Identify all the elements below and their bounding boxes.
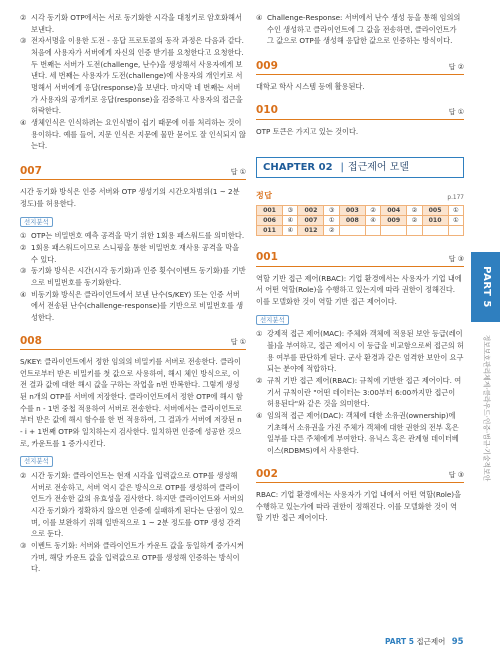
question-cell: 011: [257, 226, 283, 236]
answer-label: 답 ③: [448, 254, 464, 263]
footer-part: PART 5: [385, 637, 414, 646]
explanation-text: 시간 동기화 방식은 인증 서버와 OTP 생성기의 시간오차범위(1 ~ 2분 정도)를 허용한다.: [20, 187, 240, 209]
answer-label: 답 ②: [448, 63, 464, 72]
question-number: 009: [256, 59, 278, 72]
side-running-text: [476, 334, 496, 482]
empty-cell: [381, 226, 407, 236]
question-cell: 012: [298, 226, 324, 236]
empty-cell: [448, 226, 463, 236]
item-number: ④: [256, 13, 263, 22]
question-cell: 008: [339, 216, 365, 226]
item-number: ③: [20, 266, 27, 276]
item-text: 생체인식은 인식하려는 요인식별이 쉽기 때문에 이를 처리하는 것이 용이하다. 예를 들어, 지문 인식은 지문에 물만 묻어도 잘 인식되지 않는다.: [31, 117, 246, 151]
answer-label: 답 ①: [230, 168, 246, 177]
answer-cell: ④: [283, 226, 298, 236]
list-item: [20, 230, 246, 242]
question-cell: 006: [257, 216, 283, 226]
item-text: 비동기화 방식은 클라이언트에서 보낸 난수(S/KEY) 또는 인증 서버에서 전송된 난수(challenge-response)를 기반으로 비밀번호를 생성한다.: [31, 289, 244, 322]
list-item: [20, 12, 246, 35]
answer-cell: ②: [324, 226, 339, 236]
answer-cell: ②: [365, 206, 380, 216]
option-analysis-tag: 선지분석: [256, 315, 289, 326]
item-number: ③: [20, 36, 27, 46]
item-text: 시간 동기화: 클라이언트는 현재 시각을 입력값으로 OTP를 생성해 서버로 전송하고, 서버 역시 같은 방식으로 OTP를 생성하여 클라이언트가 전송한 값의 유효성을 검사한다. 하지만 클라이언트와 서버의 시간 동기화가 정확하지 않으면 인증에 실패하게 된다는 단점이 있으며, 이를 보완하기 위해 일반적으로 1 ~ 2분 정도를 OTP 생성 간격으로 둔다.: [31, 470, 244, 539]
item-text: 1회용 패스워드이므로 스니핑을 통한 비밀번호 재사용 공격을 막을 수 있다.: [31, 242, 240, 264]
item-number: ③: [20, 540, 27, 550]
item-text: 규칙 기반 접근 제어(RBAC): 규칙에 기반한 접근 제어이다. 여기서 규칙이란 "어떤 데이터는 3:00부터 6:00까지만 접근이 허용된다"와 같은 것을 의미한다.: [267, 375, 462, 409]
part-side-tab-label: PART 5: [480, 266, 492, 308]
question-cell: 001: [257, 206, 283, 216]
footer-title: 접근제어: [416, 637, 446, 646]
list-item: [256, 12, 464, 47]
list-item: [20, 242, 246, 265]
explanation-text: 대학교 학사 시스템 등에 활용된다.: [256, 82, 365, 92]
part-side-tab: [471, 252, 500, 322]
item-text: 시각 동기화 OTP에서는 서로 동기화한 시각을 대칭키로 암호화해서 보낸다.: [31, 13, 242, 34]
answer-label: 답 ③: [448, 471, 464, 480]
item-text: 전자서명을 이용한 도전 - 응답 프로토콜의 동작 과정은 다음과 같다. 처음에 사용자가 서버에게 자신의 인증 받기를 요청한다고 요청한다. 두 번째는 서버가 도전(challenge, 난수)을 생성해서 사용자에게 보낸다. 세 번째는 사용자가 도전(challenge)에 사용자의 개인키로 서명해서 서버에게 응답(response)을 보낸다. 마지막 네 번째는 서버가 사용자의 공개키로 응답(response)을 검증하고 사용자의 접근을 허락한다.: [31, 36, 244, 116]
question-number: 007: [20, 164, 42, 177]
question-cell: 010: [422, 216, 448, 226]
item-number: ④: [256, 410, 263, 420]
answer-key-table: [256, 205, 464, 236]
chapter-label: CHAPTER 02: [263, 162, 333, 174]
item-text: 동기화 방식은 시간(시각 동기화)과 인증 횟수(이벤트 동기화)를 기반으로 비밀번호를 동기화한다.: [31, 266, 246, 287]
question-cell: 009: [381, 216, 407, 226]
page-footer: [385, 636, 464, 650]
left-column: [20, 12, 246, 575]
list-item: [256, 410, 464, 457]
item-number: ②: [20, 13, 27, 22]
question-number: 001: [256, 251, 278, 264]
page-reference: p.177: [447, 194, 464, 201]
answer-cell: ③: [324, 206, 339, 216]
right-column: [256, 12, 464, 529]
list-item: [20, 289, 246, 324]
empty-cell: [339, 226, 365, 236]
answer-label: 답 ①: [448, 107, 464, 116]
item-number: ①: [256, 329, 263, 339]
question-cell: 004: [381, 206, 407, 216]
list-item: [20, 540, 246, 575]
item-number: ①: [20, 231, 27, 241]
answer-cell: ①: [324, 216, 339, 226]
answer-cell: ①: [448, 206, 463, 216]
answer-cell: ④: [365, 216, 380, 226]
answer-cell: ①: [448, 216, 463, 226]
question-header: [20, 336, 246, 351]
question-header: [256, 252, 464, 267]
item-text: 임의적 접근 제어(DAC): 객체에 대한 소유권(ownership)에 기초해서 소유권을 가진 주체가 객체에 대한 권한의 전부 혹은 일부를 다른 주체에게 부여한다. 유닉스 혹은 관계형 데이터베이스(RDBMS)에서 사용한다.: [267, 410, 459, 455]
empty-cell: [407, 226, 422, 236]
question-cell: 007: [298, 216, 324, 226]
table-row: [257, 216, 464, 226]
question-cell: 003: [339, 206, 365, 216]
side-running-text-label: 정보보호관리체계·클라우드·인증·법규·기술적보안: [482, 334, 491, 482]
item-text: Challenge-Response: 서버에서 난수 생성 등을 통해 임의의 수인 생성하고 클라이언트에 그 값을 전송하면, 클라이언트가 그 값으로 OTP를 생성해 응답한 값으로 인증하는 방식이다.: [267, 13, 461, 46]
option-analysis-tag: 선지분석: [20, 217, 53, 228]
answer-cell: ④: [283, 216, 298, 226]
answer-cell: ②: [407, 216, 422, 226]
question-number: 002: [256, 467, 278, 480]
item-text: 이벤트 동기화: 서버와 클라이언트가 카운트 값을 동일하게 증가시켜 가며, 해당 카운트 값을 입력값으로 OTP를 생성해 인증하는 방식이다.: [31, 540, 244, 574]
item-number: ②: [20, 470, 27, 480]
chapter-heading: CHAPTER 02 | 접근제어 모델: [256, 157, 464, 178]
item-number: ④: [20, 117, 27, 127]
question-header: [256, 469, 464, 484]
question-header: [256, 61, 464, 76]
option-analysis-tag: 선지분석: [20, 456, 53, 467]
empty-cell: [365, 226, 380, 236]
item-number: ②: [20, 242, 27, 252]
item-number: ②: [256, 375, 263, 385]
question-cell: 002: [298, 206, 324, 216]
question-cell: 005: [422, 206, 448, 216]
list-item: [20, 117, 246, 152]
list-item: [20, 265, 246, 288]
item-text: OTP는 비밀번호 예측 공격을 막기 위한 1회용 패스워드를 의미한다.: [31, 231, 245, 241]
list-item: [256, 375, 464, 410]
explanation-text: 역할 기반 접근 제어(RBAC): 기업 환경에서는 사용자가 기업 내에서 어떤 역할(Role)을 수행하고 있는지에 따라 권한이 정해진다. 이를 모델화한 것이 역할 기반 접근 제어이다.: [256, 273, 462, 307]
answer-label: 답 ①: [230, 338, 246, 347]
answer-cell: ②: [407, 206, 422, 216]
question-number: 008: [20, 334, 42, 347]
list-item: [20, 35, 246, 117]
answer-cell: ③: [283, 206, 298, 216]
table-row: [257, 206, 464, 216]
explanation-text: RBAC: 기업 환경에서는 사용자가 기업 내에서 어떤 역할(Role)을 수행하고 있는가에 따라 권한이 정해진다. 이를 모델화한 것이 역할 기반 접근 제어이다.: [256, 490, 462, 523]
list-item: [256, 328, 464, 375]
table-row: [257, 226, 464, 236]
list-item: [20, 470, 246, 540]
empty-cell: [422, 226, 448, 236]
explanation-text: S/KEY: 클라이언트에서 정한 임의의 비밀키를 서버로 전송한다. 클라이언트로부터 받은 비밀키를 첫 값으로 사용하여, 해시 체인 방식으로, 이전 결과 값에 대한 해시 값을 구하는 작업을 n번 반복한다. 그렇게 생성된 n개의 OTP를 서버에 저장한다. 클라이언트에서 정한 OTP에 해시 함수를 n - 1번 중첩 적용하여 서버로 전송한다. 서버에서는 클라이언트로부터 받은 값에 해시 함수를 한 번 적용하여, 그 결과가 서버에 저장된 n - i + 1번째 OTP와 일치하는지 검사한다. 일치하면 인증에 성공한 것으로, 카운트를 1 증가시킨다.: [20, 357, 243, 448]
page-number: 95: [451, 637, 464, 647]
item-text: 강제적 접근 제어(MAC): 주체와 객체에 적용된 보안 등급(레이블)을 부여하고, 접근 제어시 이 등급을 비교함으로써 접근의 허용 여부를 판단하게 된다. 군사 환경과 같은 엄격한 보안이 요구되는 분야에 적합하다.: [267, 329, 464, 374]
question-header: [256, 105, 464, 120]
explanation-text: OTP 토큰은 가지고 있는 것이다.: [256, 126, 359, 136]
answer-key-label: 정답: [256, 191, 273, 201]
item-number: ④: [20, 289, 27, 299]
answer-key-header: [256, 190, 464, 203]
question-header: [20, 166, 246, 181]
chapter-title: 접근제어 모델: [347, 162, 410, 174]
question-number: 010: [256, 104, 278, 117]
